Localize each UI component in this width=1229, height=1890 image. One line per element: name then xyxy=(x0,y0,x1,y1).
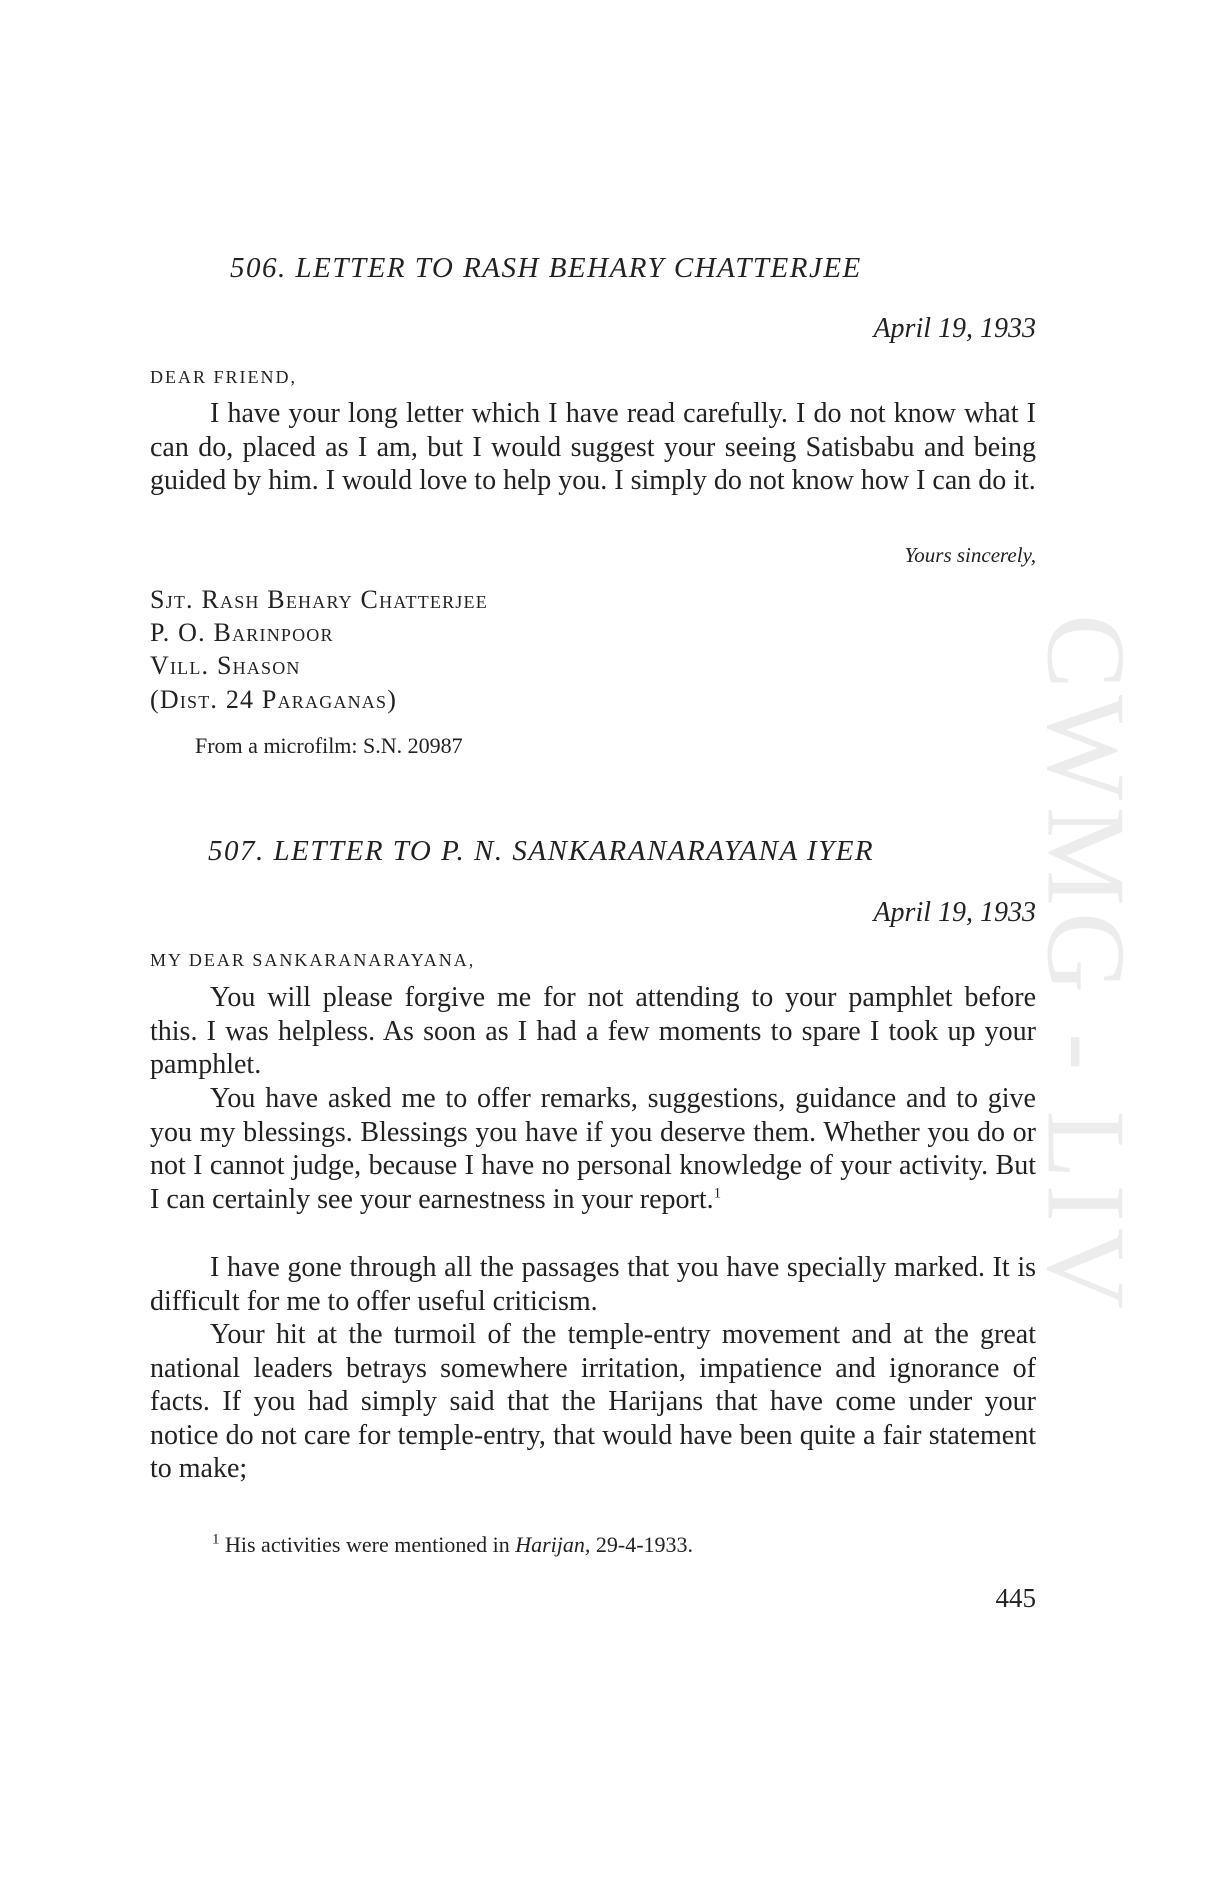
footnote-reference: 1 xyxy=(713,1185,722,1202)
letter-506-number: 506. xyxy=(230,252,287,284)
letter-507-paragraph-1: You will please forgive me for not attending to your pamphlet before this. I was helpless. As soon as I had a few moments to spare I took up your pamphlet. xyxy=(150,982,1036,1080)
watermark-text: CWMG - LIV xyxy=(1023,614,1148,1315)
letter-507-title: LETTER TO P. N. SANKARANARAYANA IYER xyxy=(273,835,875,867)
footnote-italic-title: Harijan, xyxy=(515,1532,591,1557)
letter-506-address-line-4: (Dist. 24 Paraganas) xyxy=(150,685,398,714)
footnote-marker: 1 xyxy=(212,1531,220,1548)
letter-507-paragraph-2 xyxy=(150,1082,1036,1216)
letter-507-salutation: MY DEAR SANKARANARAYANA, xyxy=(150,950,476,970)
letter-506-address-line-2: P. O. Barinpoor xyxy=(150,618,334,647)
footnote xyxy=(212,1532,693,1558)
page-number: 445 xyxy=(995,1583,1036,1613)
letter-506-title: LETTER TO RASH BEHARY CHATTERJEE xyxy=(295,252,862,284)
letter-506-heading xyxy=(230,252,862,285)
letter-506-closing: Yours sincerely, xyxy=(904,543,1036,567)
letter-506-date: April 19, 1933 xyxy=(873,313,1036,344)
letter-507-paragraph-2-text: You have asked me to offer remarks, suggestions, guidance and to give you my blessings. Blessings you have if you deserve them. Whether you do or not I cannot judge, because I have no personal knowledge of your activity. But I can certainly see your earnestness in your report. xyxy=(150,1083,1036,1215)
letter-507-paragraph-4: Your hit at the turmoil of the temple-entry movement and at the great national leaders betrays somewhere irritation, impatience and ignorance of facts. If you had simply said that the Harijans that have come under your notice do not care for temple-entry, that would have been quite a fair statement to make; xyxy=(150,1319,1036,1484)
letter-506-address-line-3: Vill. Shason xyxy=(150,651,301,680)
letter-506-source: From a microfilm: S.N. 20987 xyxy=(195,733,463,758)
letter-507-number: 507. xyxy=(208,835,265,867)
letter-507-heading xyxy=(208,835,874,868)
footnote-text-before: His activities were mentioned in xyxy=(225,1532,510,1557)
letter-506-salutation: DEAR FRIEND, xyxy=(150,367,298,387)
letter-507-date: April 19, 1933 xyxy=(873,897,1036,928)
footnote-text-after: 29-4-1933. xyxy=(595,1532,694,1557)
letter-506-address-line-1: Sjt. Rash Behary Chatterjee xyxy=(150,585,488,614)
letter-507-paragraph-3: I have gone through all the passages that you have specially marked. It is difficult for me to offer useful criticism. xyxy=(150,1252,1036,1317)
letter-506-paragraph-1: I have your long letter which I have read carefully. I do not know what I can do, placed as I am, but I would suggest your seeing Satisbabu and being guided by him. I would love to help you. I simply do not know how I can do it. xyxy=(150,398,1036,496)
